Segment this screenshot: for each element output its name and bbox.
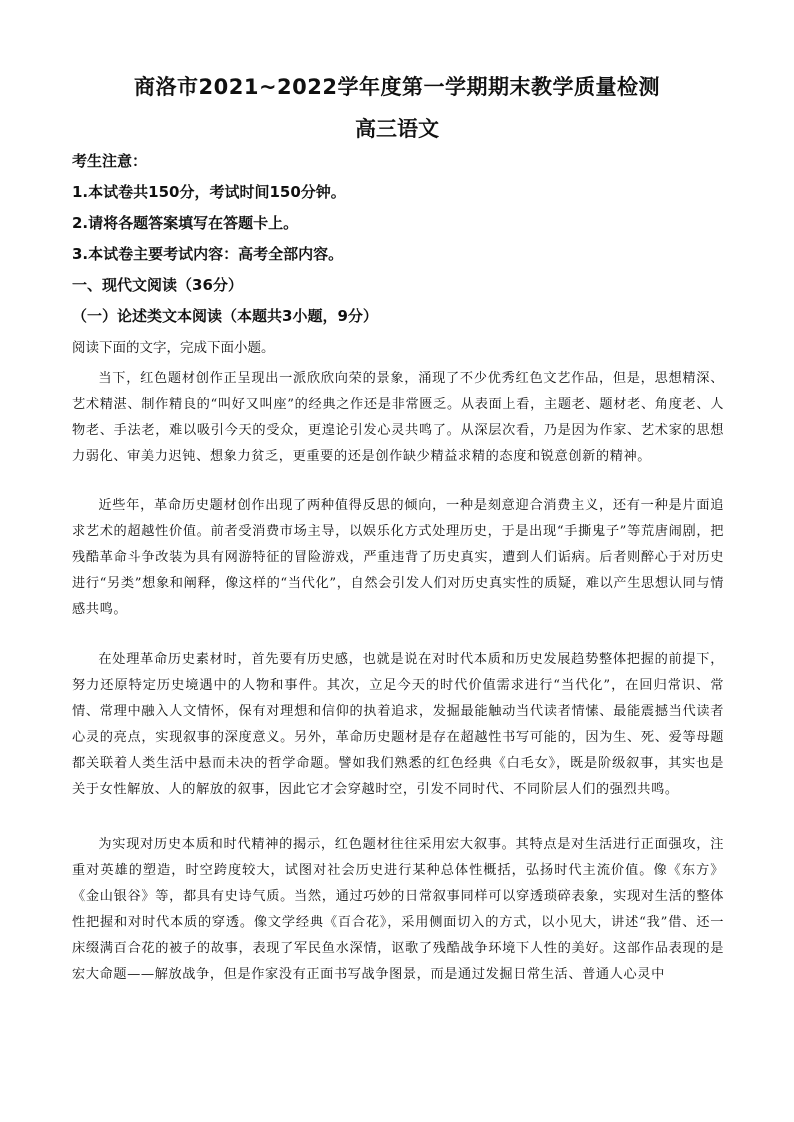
notice-item-2: 2.请将各题答案填写在答题卡上。	[72, 214, 299, 232]
notice-heading: 考生注意：	[72, 152, 148, 170]
notice-item-3: 3.本试卷主要考试内容：高考全部内容。	[72, 245, 344, 263]
section-subheading: （一）论述类文本阅读（本题共3小题，9分）	[72, 307, 378, 325]
paragraph-2: 近些年，革命历史题材创作出现了两种值得反思的倾向，一种是刻意迎合消费主义，还有一种是片面追求艺术的超越性价值。前者受消费市场主导，以娱乐化方式处理历史，于是出现“手撕鬼子”等荒唐闹剧，把残酷革命斗争改装为具有网游特征的冒险游戏，严重违背了历史真实，遭到人们诟病。后者则醉心于对历史进行“另类”想象和阐释，像这样的“当代化”，自然会引发人们对历史真实性的质疑，难以产生思想认同与情感共鸣。	[72, 498, 724, 618]
reading-instruction: 阅读下面的文字，完成下面小题。	[72, 340, 275, 356]
section-heading: 一、现代文阅读（36分）	[72, 276, 243, 294]
paragraph-4: 为实现对历史本质和时代精神的揭示，红色题材往往采用宏大叙事。其特点是对生活进行正面强攻，注重对英雄的塑造，时空跨度较大，试图对社会历史进行某种总体性概括，弘扬时代主流价值。像《东方》《金山银谷》等，都具有史诗气质。当然，通过巧妙的日常叙事同样可以穿透琐碎表象，实现对生活的整体性把握和对时代本质的穿透。像文学经典《百合花》，采用侧面切入的方式，以小见大，讲述“我”借、还一床缀满百合花的被子的故事，表现了军民鱼水深情，讴歌了残酷战争环境下人性的美好。这部作品表现的是宏大命题——解放战争，但是作家没有正面书写战争图景，而是通过发掘日常生活、普通人心灵中	[72, 837, 724, 983]
notice-item-1: 1.本试卷共150分，考试时间150分钟。	[72, 183, 346, 201]
exam-subject: 高三语文	[355, 117, 439, 141]
exam-title: 商洛市2021~2022学年度第一学期期末教学质量检测	[134, 75, 660, 99]
paragraph-1: 当下，红色题材创作正呈现出一派欣欣向荣的景象，涌现了不少优秀红色文艺作品，但是，思想精深、艺术精湛、制作精良的“叫好又叫座”的经典之作还是非常匮乏。从表面上看，主题老、题材老、角度老、人物老、手法老，难以吸引今天的受众，更遑论引发心灵共鸣了。从深层次看，乃是因为作家、艺术家的思想力弱化、审美力迟钝、想象力贫乏，更重要的还是创作缺少精益求精的态度和锐意创新的精神。	[72, 371, 724, 465]
paragraph-3: 在处理革命历史素材时，首先要有历史感，也就是说在对时代本质和历史发展趋势整体把握的前提下，努力还原特定历史境遇中的人物和事件。其次，立足今天的时代价值需求进行“当代化”，在回归常识、常情、常理中融入人文情怀，保有对理想和信仰的执着追求，发掘最能触动当代读者情愫、最能震撼当代读者心灵的亮点，实现叙事的深度意义。另外，革命历史题材是存在超越性书写可能的，因为生、死、爱等母题都关联着人类生活中悬而未决的哲学命题。譬如我们熟悉的红色经典《白毛女》，既是阶级叙事，其实也是关于女性解放、人的解放的叙事，因此它才会穿越时空，引发不同时代、不同阶层人们的强烈共鸣。	[72, 652, 724, 798]
